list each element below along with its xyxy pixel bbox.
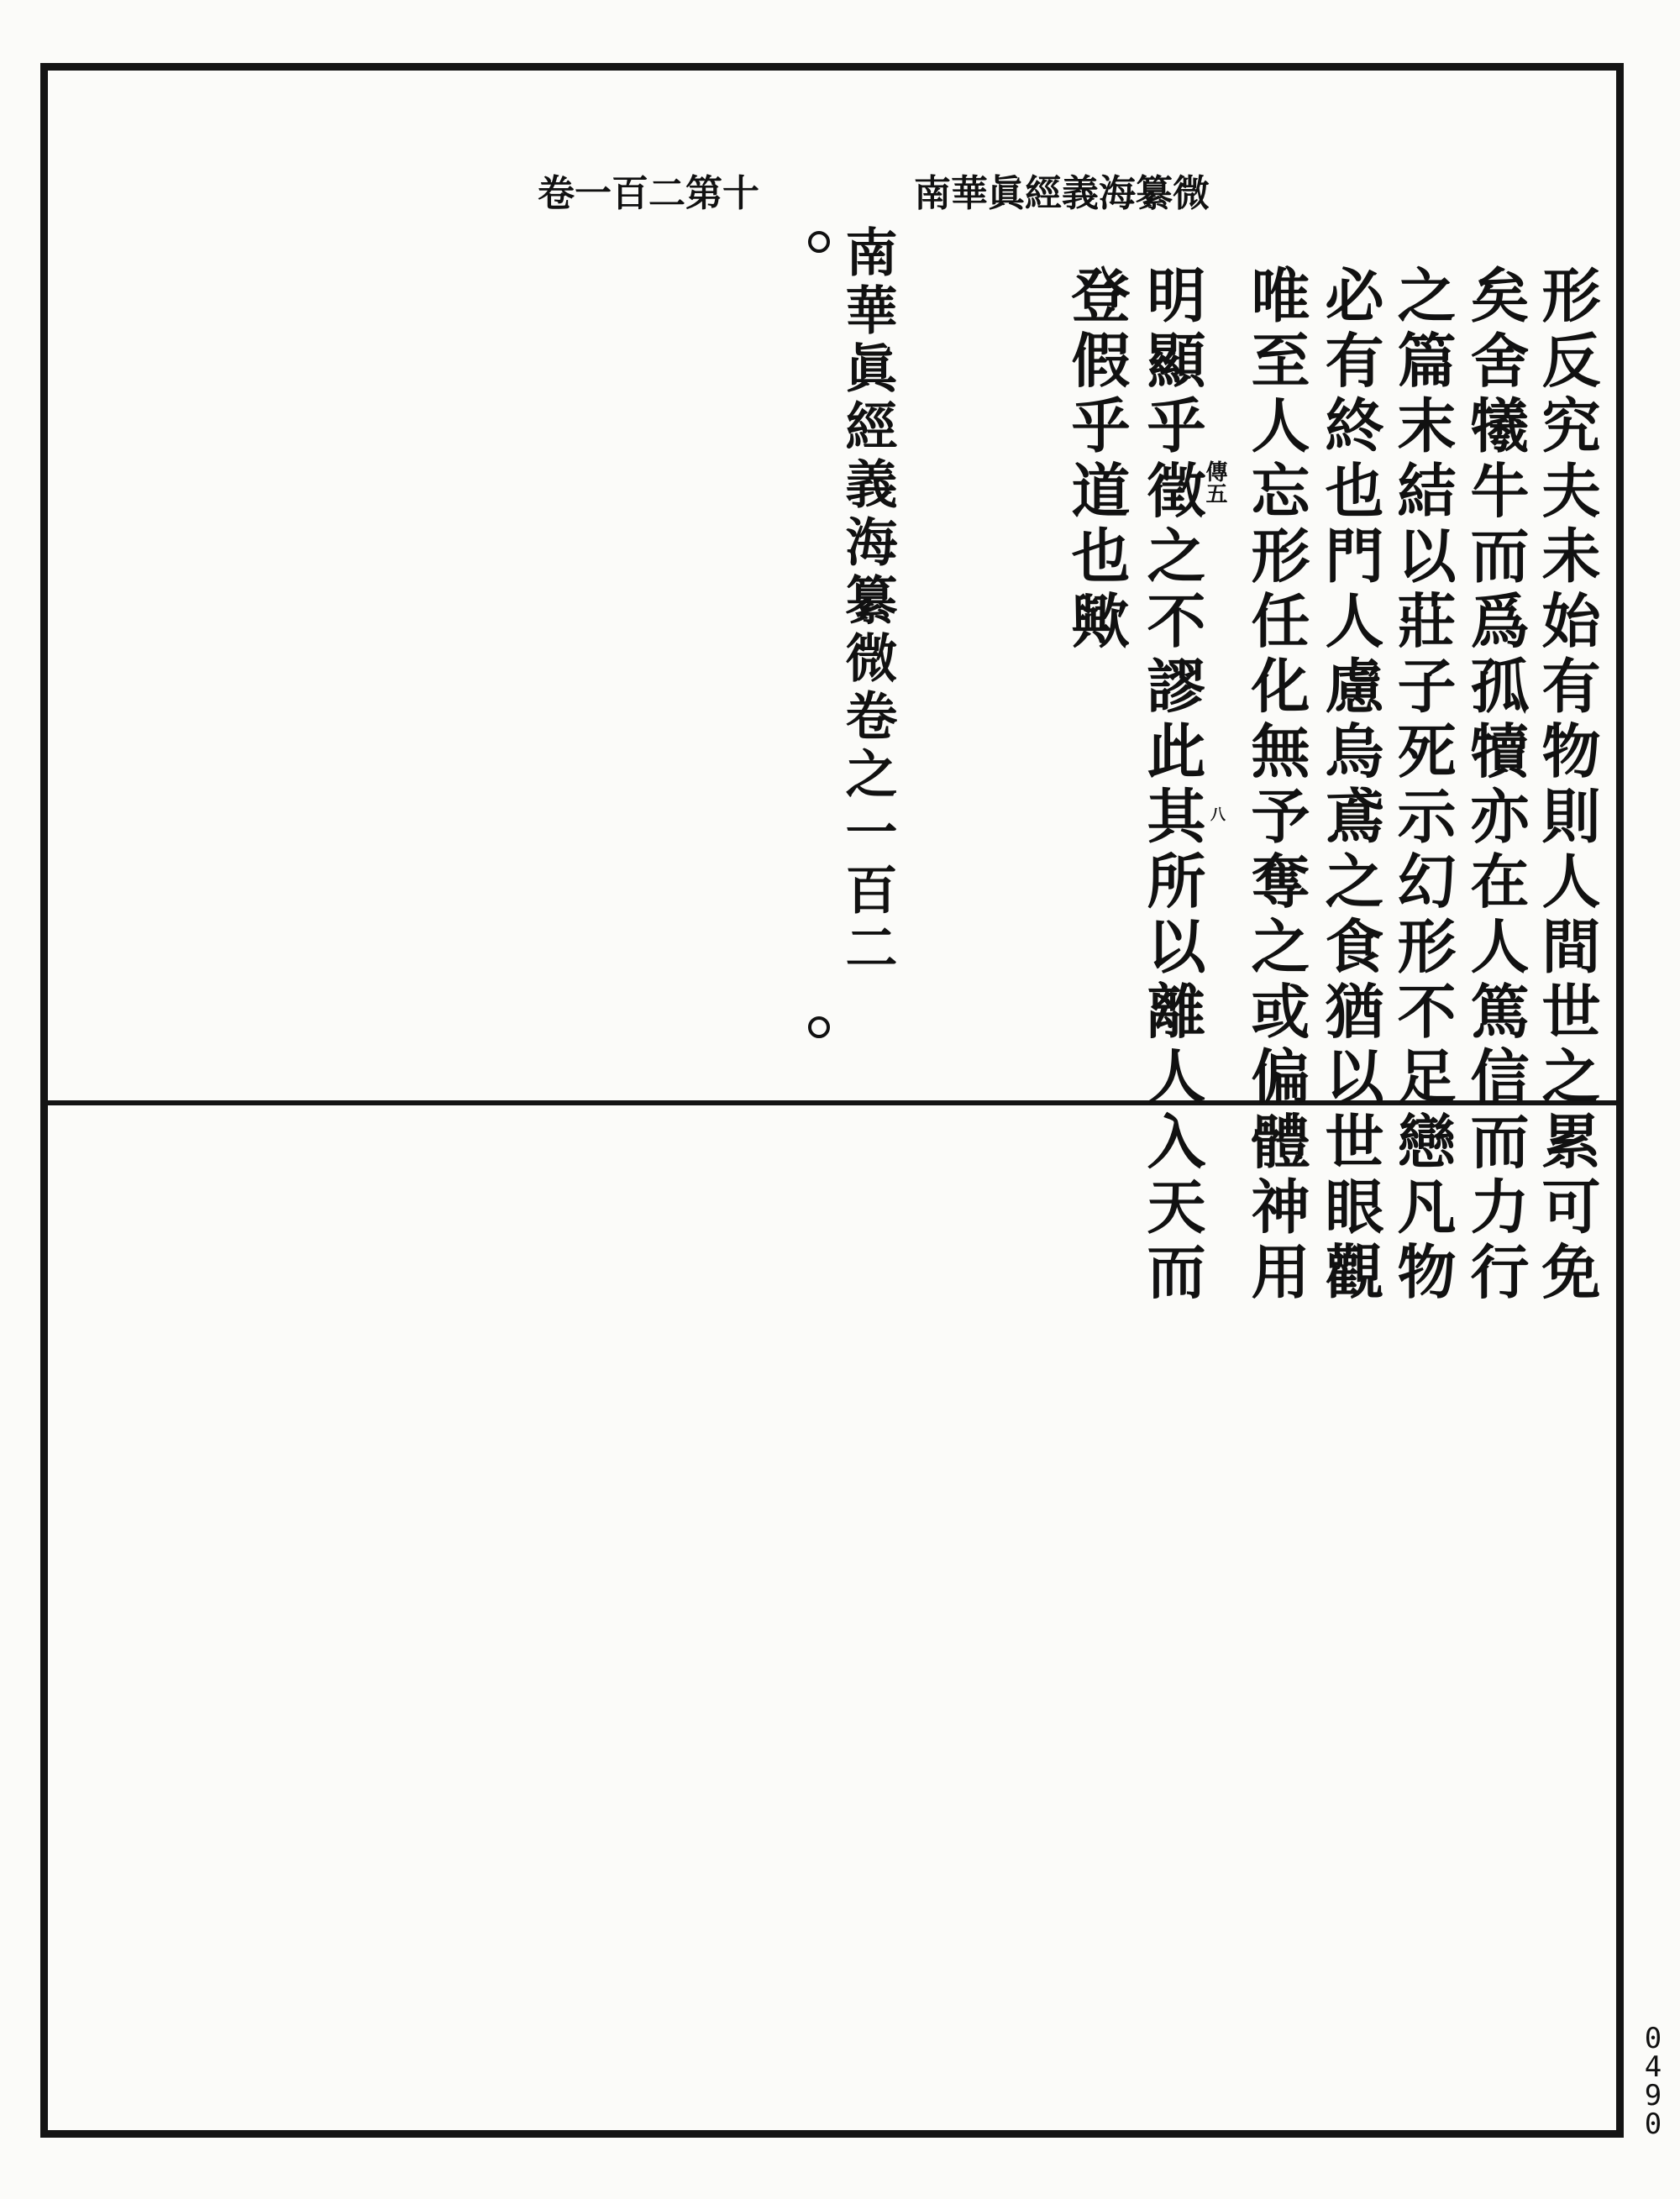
inline-note: 傳五 (1202, 460, 1227, 504)
closing-title: 南華眞經義海纂微卷之一百二 (837, 225, 898, 979)
running-head (538, 165, 1210, 215)
text-column-3: 之篇末結以莊子死示幻形不足戀凡物 (1388, 265, 1457, 1306)
text-column-7: 登假乎道也歟 (1062, 265, 1131, 655)
text-column-6: 明顯乎徵之不謬此其所以離人入天而 (1137, 265, 1207, 1306)
circle-mark-bottom (808, 1016, 830, 1038)
inline-mark: 八 (1208, 806, 1226, 821)
text-column-5: 唯至人忘形任化無予奪之或偏體神用 (1242, 265, 1311, 1306)
text-column-4: 必有終也門人慮烏鳶之食猶以世眼觀 (1315, 265, 1385, 1306)
running-head-book-title: 南華眞經義海纂微 (914, 172, 1210, 215)
running-head-volume: 卷一百二第十 (538, 172, 759, 215)
circle-mark-top (808, 231, 830, 253)
page-divider (40, 1100, 1624, 1105)
page-number: 0 4 9 0 (1644, 2022, 1662, 2141)
text-column-1: 形反究夫未始有物則人間世之累可免 (1532, 265, 1602, 1306)
text-column-2: 矣舍犧牛而爲孤犢亦在人篤信而力行 (1461, 265, 1530, 1306)
